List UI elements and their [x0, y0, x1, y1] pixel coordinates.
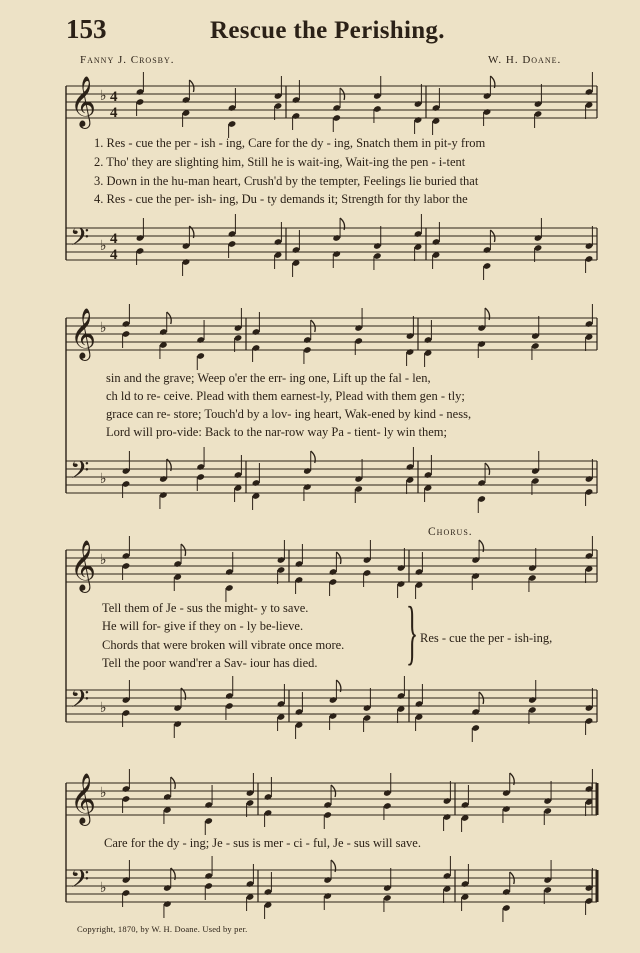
flat-sign: ♭: [100, 552, 107, 568]
chorus-lyric: Res - cue the per - ish-ing,: [420, 631, 553, 645]
composer-credit: W. H. Doane.: [488, 54, 562, 66]
bass-clef: 𝄢: [70, 456, 90, 491]
flat-sign: ♭: [100, 471, 107, 487]
system2-verse2-lyric: ch ld to re- ceive. Plead with them earnest-ly, Plead with them gen - tly;: [106, 389, 465, 403]
hymn-number: 153: [66, 14, 107, 44]
flat-sign: ♭: [100, 700, 107, 716]
treble-clef: 𝄞: [70, 773, 97, 824]
author-credit: Fanny J. Crosby.: [80, 54, 175, 66]
copyright-notice: Copyright, 1870, by W. H. Doane. Used by per.: [77, 924, 248, 934]
system1-verse1-lyric: 1. Res - cue the per - ish - ing, Care for the dy - ing, Snatch them in pit-y from: [94, 136, 486, 150]
flat-sign: ♭: [100, 320, 107, 336]
system2-verse4-lyric: Lord will pro-vide: Back to the nar-row way Pa - tient- ly win them;: [106, 425, 447, 439]
system3-verse3-lyric: Chords that were broken will vibrate once more.: [102, 638, 345, 652]
system3-verse2-lyric: He will for- give if they on - ly be-lieve.: [102, 619, 304, 633]
time-signature-top: 4: [110, 89, 118, 105]
system2-verse3-lyric: grace can re- store; Touch'd by a lov- ing heart, Wak-ened by kind - ness,: [106, 407, 472, 421]
system1-verse3-lyric: 3. Down in the hu-man heart, Crush'd by the tempter, Feelings lie buried that: [94, 174, 479, 188]
flat-sign: ♭: [100, 880, 107, 896]
treble-clef: 𝄞: [70, 76, 97, 127]
system1-verse4-lyric: 4. Res - cue the per- ish- ing, Du - ty demands it; Strength for thy labor the: [94, 192, 468, 206]
flat-sign: ♭: [100, 238, 107, 254]
verse-brace: }: [406, 592, 419, 672]
system4-lyric: Care for the dy - ing; Je - sus is mer - ci - ful, Je - sus will save.: [104, 836, 421, 850]
system3-verse1-lyric: Tell them of Je - sus the might- y to save.: [102, 601, 309, 615]
treble-clef: 𝄞: [70, 308, 97, 359]
flat-sign: ♭: [100, 88, 107, 104]
system2-verse1-lyric: sin and the grave; Weep o'er the err- ing one, Lift up the fal - len,: [106, 371, 431, 385]
system1-verse2-lyric: 2. Tho' they are slighting him, Still he is wait-ing, Wait-ing the pen - i-tent: [94, 155, 466, 169]
time-signature-bottom: 4: [110, 247, 118, 263]
time-signature-bottom: 4: [110, 105, 118, 121]
flat-sign: ♭: [100, 785, 107, 801]
chorus-label: Chorus.: [428, 526, 473, 538]
bass-clef: 𝄢: [70, 685, 90, 720]
bass-clef: 𝄢: [70, 223, 90, 258]
treble-clef: 𝄞: [70, 540, 97, 591]
bass-clef: 𝄢: [70, 865, 90, 900]
time-signature-top: 4: [110, 231, 118, 247]
hymn-title: Rescue the Perishing.: [210, 17, 445, 44]
system3-verse4-lyric: Tell the poor wand'rer a Sav- iour has died.: [102, 656, 318, 670]
